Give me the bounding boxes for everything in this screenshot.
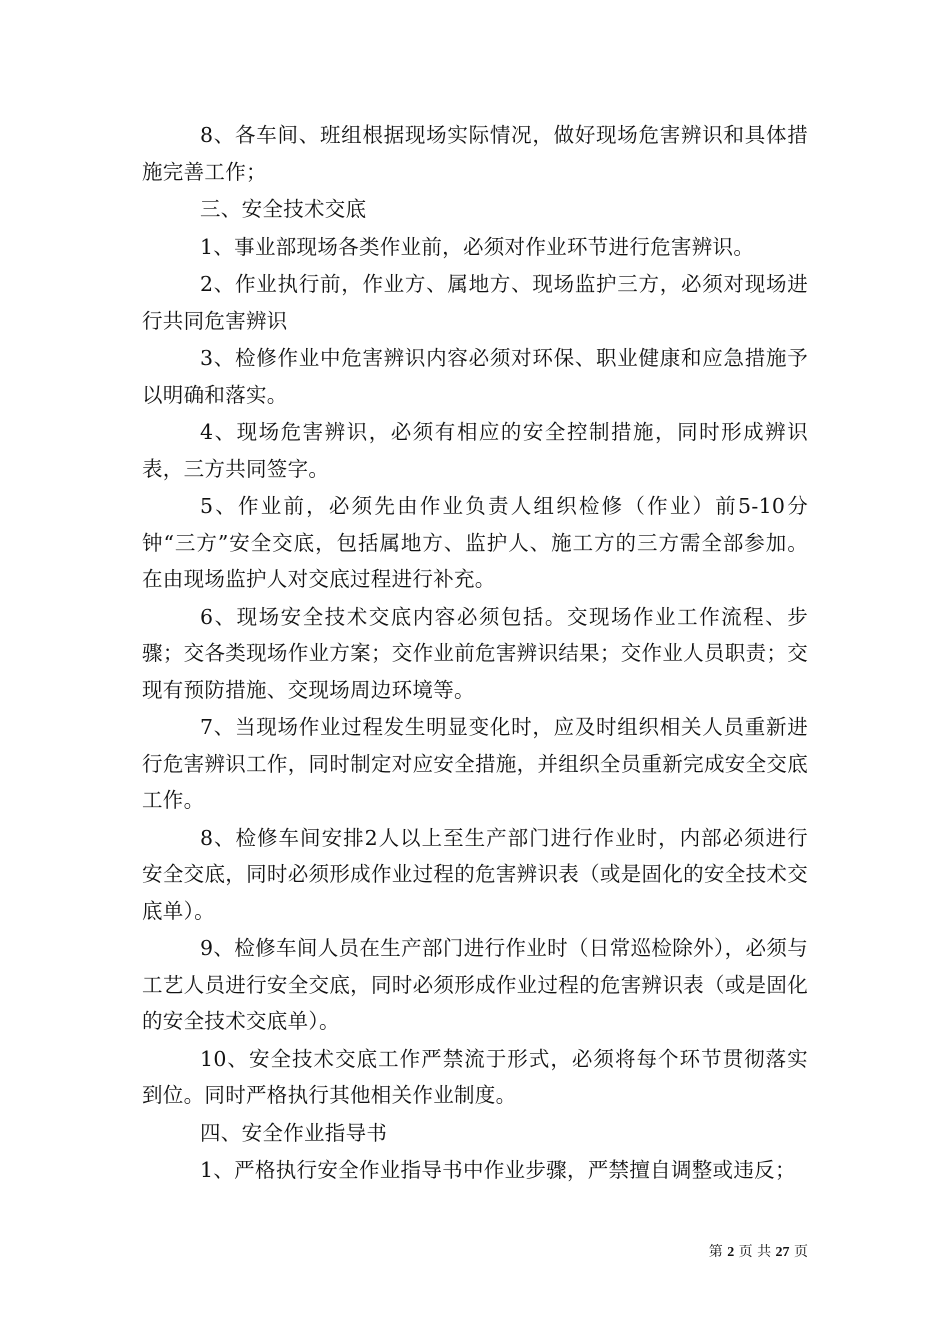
paragraph-item-6: 6、现场安全技术交底内容必须包括。交现场作业工作流程、步骤；交各类现场作业方案；交作业前危害辨识结果；交作业人员职责；交现有预防措施、交现场周边环境等。 [142, 604, 808, 702]
footer-prefix: 第 [708, 1244, 723, 1260]
paragraph-item-3: 3、检修作业中危害辨识内容必须对环保、职业健康和应急措施予以明确和落实。 [142, 346, 808, 407]
paragraph-item-9: 9、检修车间人员在生产部门进行作业时（日常巡检除外），必须与工艺人员进行安全交底，同时必须形成作业过程的危害辨识表（或是固化的安全技术交底单）。 [142, 936, 808, 1033]
current-page-number: 2 [727, 1245, 735, 1260]
section-heading-4: 四、安全作业指导书 [200, 1120, 388, 1145]
footer-suffix: 页 [794, 1244, 808, 1260]
page-footer [0, 1243, 808, 1262]
document-body [142, 117, 808, 1189]
paragraph-item-7: 7、当现场作业过程发生明显变化时，应及时组织相关人员重新进行危害辨识工作，同时制定对应安全措施，并组织全员重新完成安全交底工作。 [142, 715, 808, 812]
section-heading-3: 三、安全技术交底 [200, 197, 367, 221]
paragraph-item-5: 5、作业前，必须先由作业负责人组织检修（作业）前5-10分钟“三方”安全交底，包括属地方、监护人、施工方的三方需全部参加。在由现场监护人对交底过程进行补充。 [142, 494, 808, 591]
footer-middle: 页 共 [738, 1244, 772, 1260]
paragraph-item-8-workshop: 8、各车间、班组根据现场实际情况，做好现场危害辨识和具体措施完善工作； [142, 123, 808, 184]
paragraph-item-4: 4、现场危害辨识，必须有相应的安全控制措施，同时形成辨识表，三方共同签字。 [142, 420, 808, 481]
paragraph-item-2: 2、作业执行前，作业方、属地方、现场监护三方，必须对现场进行共同危害辨识 [142, 272, 808, 333]
total-page-number: 27 [775, 1245, 790, 1260]
paragraph-item-1-guide: 1、严格执行安全作业指导书中作业步骤，严禁擅自调整或违反； [200, 1158, 796, 1182]
paragraph-item-1: 1、事业部现场各类作业前，必须对作业环节进行危害辨识。 [200, 234, 755, 259]
paragraph-item-8: 8、检修车间安排2人以上至生产部门进行作业时，内部必须进行安全交底，同时必须形成作业过程的危害辨识表（或是固化的安全技术交底单）。 [142, 825, 808, 923]
paragraph-item-10: 10、安全技术交底工作严禁流于形式，必须将每个环节贯彻落实到位。同时严格执行其他相关作业制度。 [142, 1046, 808, 1107]
